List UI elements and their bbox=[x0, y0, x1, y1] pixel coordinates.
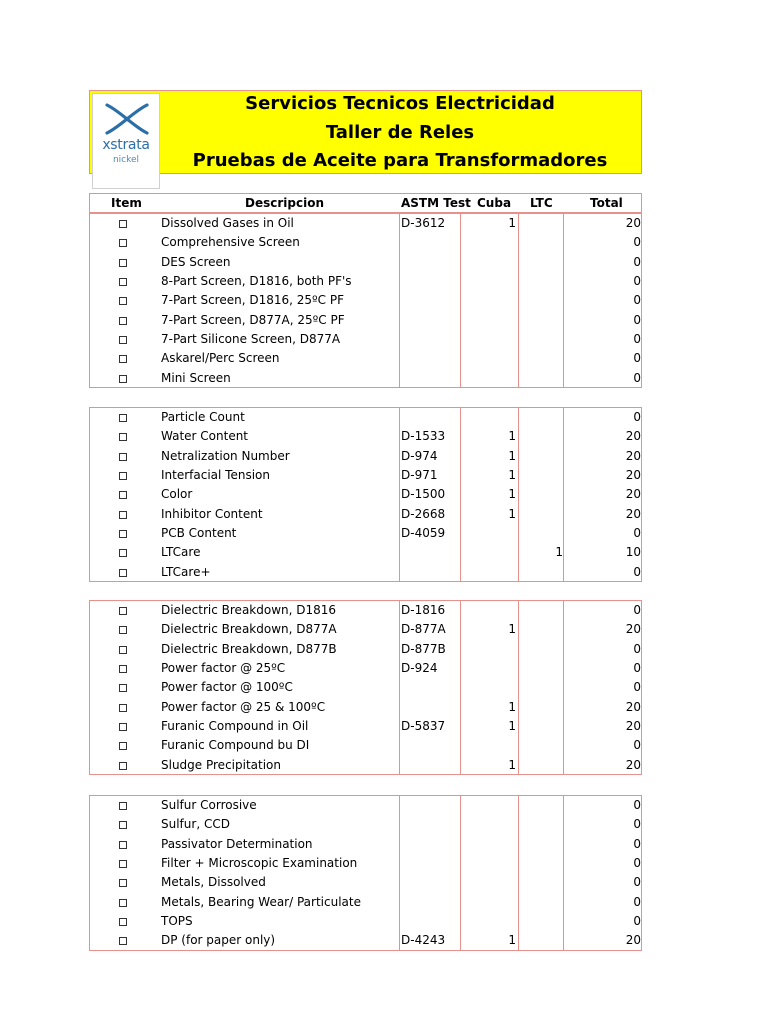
table-row bbox=[90, 330, 641, 349]
row-description: Interfacial Tension bbox=[161, 468, 270, 483]
title-line-2: Taller de Reles bbox=[325, 122, 475, 143]
row-description: Furanic Compound in Oil bbox=[161, 719, 309, 734]
row-description: Power factor @ 25ºC bbox=[161, 661, 286, 676]
row-total: 0 bbox=[633, 894, 641, 909]
row-cuba: 1 bbox=[508, 429, 516, 444]
xstrata-logo bbox=[92, 93, 160, 189]
row-description: TOPS bbox=[161, 914, 193, 929]
item-checkbox[interactable] bbox=[119, 704, 127, 712]
table-row bbox=[90, 854, 641, 873]
table-row bbox=[90, 640, 641, 659]
row-description: Mini Screen bbox=[161, 370, 231, 385]
column-header-row bbox=[89, 193, 642, 213]
row-total: 0 bbox=[633, 332, 641, 347]
column-total: Total bbox=[590, 196, 623, 210]
table-row bbox=[90, 815, 641, 834]
row-total: 0 bbox=[633, 680, 641, 695]
item-checkbox[interactable] bbox=[119, 937, 127, 945]
test-section bbox=[89, 407, 642, 582]
row-cuba: 1 bbox=[508, 757, 516, 772]
table-row bbox=[90, 893, 641, 912]
row-description: 7-Part Screen, D1816, 25ºC PF bbox=[161, 293, 345, 308]
row-astm-test: D-5837 bbox=[401, 719, 446, 734]
item-checkbox[interactable] bbox=[119, 355, 127, 363]
row-description: Filter + Microscopic Examination bbox=[161, 856, 358, 871]
title-line-1: Servicios Tecnicos Electricidad bbox=[245, 93, 555, 114]
table-row bbox=[90, 873, 641, 892]
row-description: LTCare bbox=[161, 545, 201, 560]
row-astm-test: D-1816 bbox=[401, 603, 446, 617]
row-total: 0 bbox=[633, 817, 641, 832]
row-cuba: 1 bbox=[508, 448, 516, 463]
item-checkbox[interactable] bbox=[119, 375, 127, 383]
row-total: 0 bbox=[633, 312, 641, 327]
row-description: DES Screen bbox=[161, 254, 231, 269]
table-row bbox=[90, 369, 641, 388]
row-total: 20 bbox=[625, 719, 641, 734]
row-description: Metals, Bearing Wear/ Particulate bbox=[161, 894, 361, 909]
item-checkbox[interactable] bbox=[119, 626, 127, 634]
table-row bbox=[90, 543, 641, 562]
item-checkbox[interactable] bbox=[119, 336, 127, 344]
table-row bbox=[90, 349, 641, 368]
item-checkbox[interactable] bbox=[119, 860, 127, 868]
row-cuba: 1 bbox=[508, 719, 516, 734]
row-astm-test: D-974 bbox=[401, 448, 438, 463]
row-astm-test: D-4059 bbox=[401, 526, 446, 541]
item-checkbox[interactable] bbox=[119, 762, 127, 770]
table-row bbox=[90, 253, 641, 272]
document-header bbox=[89, 90, 642, 174]
row-total: 0 bbox=[633, 641, 641, 656]
row-description: Askarel/Perc Screen bbox=[161, 351, 280, 366]
item-checkbox[interactable] bbox=[119, 433, 127, 441]
table-row bbox=[90, 214, 641, 233]
row-description: Sulfur Corrosive bbox=[161, 798, 257, 812]
item-checkbox[interactable] bbox=[119, 723, 127, 731]
row-description: 7-Part Silicone Screen, D877A bbox=[161, 332, 341, 347]
row-astm-test: D-3612 bbox=[401, 216, 446, 230]
item-checkbox[interactable] bbox=[119, 472, 127, 480]
test-section bbox=[89, 213, 642, 388]
row-cuba: 1 bbox=[508, 699, 516, 714]
row-total: 0 bbox=[633, 661, 641, 676]
row-total: 0 bbox=[633, 235, 641, 250]
logo-brand-text: xstrata bbox=[102, 137, 150, 153]
row-description: PCB Content bbox=[161, 526, 237, 541]
row-description: Dielectric Breakdown, D877B bbox=[161, 641, 337, 656]
row-astm-test: D-924 bbox=[401, 661, 438, 676]
table-row bbox=[90, 620, 641, 639]
item-checkbox[interactable] bbox=[119, 549, 127, 557]
row-description: Water Content bbox=[161, 429, 249, 444]
test-section bbox=[89, 795, 642, 951]
row-total: 0 bbox=[633, 410, 641, 424]
row-total: 10 bbox=[625, 545, 641, 560]
row-total: 20 bbox=[625, 487, 641, 502]
table-row bbox=[90, 717, 641, 736]
column-descripcion: Descripcion bbox=[245, 196, 324, 210]
item-checkbox[interactable] bbox=[119, 239, 127, 247]
table-row bbox=[90, 524, 641, 543]
item-checkbox[interactable] bbox=[119, 665, 127, 673]
row-description: Dielectric Breakdown, D1816 bbox=[161, 603, 337, 617]
title-line-3: Pruebas de Aceite para Transformadores bbox=[192, 150, 608, 171]
table-row bbox=[90, 756, 641, 775]
logo-sub-text: nickel bbox=[112, 155, 140, 165]
item-checkbox[interactable] bbox=[119, 841, 127, 849]
row-astm-test: D-971 bbox=[401, 468, 438, 483]
row-total: 20 bbox=[625, 506, 641, 521]
logo-x-mark-icon bbox=[101, 102, 153, 136]
column-item: Item bbox=[111, 196, 142, 210]
item-checkbox[interactable] bbox=[119, 802, 127, 810]
row-description: Netralization Number bbox=[161, 448, 290, 463]
row-total: 0 bbox=[633, 836, 641, 851]
table-row bbox=[90, 835, 641, 854]
table-row bbox=[90, 447, 641, 466]
row-total: 0 bbox=[633, 564, 641, 579]
item-checkbox[interactable] bbox=[119, 220, 127, 228]
item-checkbox[interactable] bbox=[119, 607, 127, 615]
row-description: DP (for paper only) bbox=[161, 933, 276, 948]
row-description: Passivator Determination bbox=[161, 836, 313, 851]
item-checkbox[interactable] bbox=[119, 879, 127, 887]
test-section bbox=[89, 600, 642, 775]
row-description: Particle Count bbox=[161, 410, 245, 424]
row-description: Dielectric Breakdown, D877A bbox=[161, 622, 337, 637]
item-checkbox[interactable] bbox=[119, 297, 127, 305]
row-total: 20 bbox=[625, 468, 641, 483]
row-cuba: 1 bbox=[508, 622, 516, 637]
table-row bbox=[90, 796, 641, 815]
item-checkbox[interactable] bbox=[119, 569, 127, 577]
table-row bbox=[90, 678, 641, 697]
table-row bbox=[90, 311, 641, 330]
item-checkbox[interactable] bbox=[119, 684, 127, 692]
row-description: Dissolved Gases in Oil bbox=[161, 216, 294, 230]
row-cuba: 1 bbox=[508, 506, 516, 521]
row-description: Color bbox=[161, 487, 193, 502]
table-row bbox=[90, 601, 641, 620]
row-description: Sludge Precipitation bbox=[161, 757, 281, 772]
row-total: 20 bbox=[625, 699, 641, 714]
row-total: 0 bbox=[633, 856, 641, 871]
row-astm-test: D-877A bbox=[401, 622, 446, 637]
item-checkbox[interactable] bbox=[119, 821, 127, 829]
item-checkbox[interactable] bbox=[119, 646, 127, 654]
row-total: 0 bbox=[633, 914, 641, 929]
table-row bbox=[90, 291, 641, 310]
row-cuba: 1 bbox=[508, 468, 516, 483]
item-checkbox[interactable] bbox=[119, 491, 127, 499]
item-checkbox[interactable] bbox=[119, 899, 127, 907]
row-total: 0 bbox=[633, 370, 641, 385]
table-row bbox=[90, 485, 641, 504]
row-description: Comprehensive Screen bbox=[161, 235, 300, 250]
table-row bbox=[90, 408, 641, 427]
row-description: Power factor @ 25 & 100ºC bbox=[161, 699, 326, 714]
row-astm-test: D-4243 bbox=[401, 933, 446, 948]
row-ltc: 1 bbox=[555, 545, 563, 560]
row-total: 0 bbox=[633, 254, 641, 269]
row-total: 20 bbox=[625, 933, 641, 948]
table-row bbox=[90, 233, 641, 252]
row-total: 20 bbox=[625, 622, 641, 637]
table-row bbox=[90, 931, 641, 950]
row-total: 0 bbox=[633, 274, 641, 289]
table-row bbox=[90, 466, 641, 485]
row-description: 7-Part Screen, D877A, 25ºC PF bbox=[161, 312, 345, 327]
row-total: 0 bbox=[633, 293, 641, 308]
table-row bbox=[90, 736, 641, 755]
row-description: LTCare+ bbox=[161, 564, 211, 579]
row-description: Inhibitor Content bbox=[161, 506, 263, 521]
column-cuba: Cuba bbox=[477, 196, 512, 210]
row-total: 20 bbox=[625, 216, 641, 230]
row-total: 0 bbox=[633, 526, 641, 541]
row-cuba: 1 bbox=[508, 933, 516, 948]
row-total: 0 bbox=[633, 875, 641, 890]
row-total: 0 bbox=[633, 351, 641, 366]
row-astm-test: D-1500 bbox=[401, 487, 446, 502]
item-checkbox[interactable] bbox=[119, 259, 127, 267]
item-checkbox[interactable] bbox=[119, 742, 127, 750]
table-row bbox=[90, 427, 641, 446]
column-ltc: LTC bbox=[530, 196, 553, 210]
item-checkbox[interactable] bbox=[119, 530, 127, 538]
row-description: Sulfur, CCD bbox=[161, 817, 230, 832]
row-cuba: 1 bbox=[508, 216, 516, 230]
row-total: 0 bbox=[633, 738, 641, 753]
row-astm-test: D-877B bbox=[401, 641, 446, 656]
row-description: Furanic Compound bu DI bbox=[161, 738, 310, 753]
row-description: Metals, Dissolved bbox=[161, 875, 266, 890]
column-astm: ASTM Test bbox=[401, 196, 471, 210]
table-row bbox=[90, 505, 641, 524]
row-description: Power factor @ 100ºC bbox=[161, 680, 293, 695]
item-checkbox[interactable] bbox=[119, 278, 127, 286]
row-astm-test: D-1533 bbox=[401, 429, 446, 444]
row-description: 8-Part Screen, D1816, both PF's bbox=[161, 274, 352, 289]
row-total: 20 bbox=[625, 429, 641, 444]
row-total: 0 bbox=[633, 603, 641, 617]
item-checkbox[interactable] bbox=[119, 453, 127, 461]
row-astm-test: D-2668 bbox=[401, 506, 446, 521]
row-cuba: 1 bbox=[508, 487, 516, 502]
table-row bbox=[90, 698, 641, 717]
item-checkbox[interactable] bbox=[119, 918, 127, 926]
row-total: 0 bbox=[633, 798, 641, 812]
item-checkbox[interactable] bbox=[119, 511, 127, 519]
item-checkbox[interactable] bbox=[119, 317, 127, 325]
item-checkbox[interactable] bbox=[119, 414, 127, 422]
table-row bbox=[90, 563, 641, 582]
table-row bbox=[90, 659, 641, 678]
row-total: 20 bbox=[625, 757, 641, 772]
row-total: 20 bbox=[625, 448, 641, 463]
table-row bbox=[90, 272, 641, 291]
table-row bbox=[90, 912, 641, 931]
